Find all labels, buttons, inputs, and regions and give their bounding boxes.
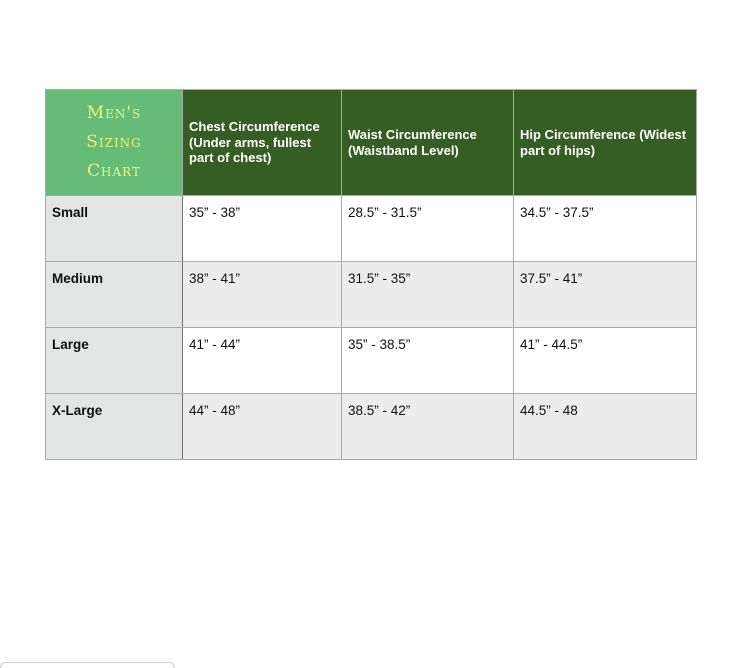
bottom-tab-edge [0,662,175,668]
header-waist: Waist Circumference (Waistband Level) [342,90,514,196]
sizing-table [45,89,697,460]
chest-value: 38” - 41” [183,262,342,328]
size-label: Small [46,196,183,262]
header-chest: Chest Circumference (Under arms, fullest part of chest) [183,90,342,196]
waist-value: 31.5” - 35” [342,262,514,328]
size-label: X-Large [46,394,183,460]
hip-value: 44.5” - 48 [514,394,697,460]
waist-value: 28.5” - 31.5” [342,196,514,262]
table-row [46,328,697,394]
waist-value: 35” - 38.5” [342,328,514,394]
hip-value: 34.5” - 37.5” [514,196,697,262]
chest-value: 35” - 38” [183,196,342,262]
size-label: Large [46,328,183,394]
waist-value: 38.5” - 42” [342,394,514,460]
header-hip: Hip Circumference (Widest part of hips) [514,90,697,196]
hip-value: 41” - 44.5” [514,328,697,394]
title-line-1: Men's [86,103,142,123]
table-row [46,394,697,460]
hip-value: 37.5” - 41” [514,262,697,328]
title-line-2: Sizing [86,132,142,152]
size-label: Medium [46,262,183,328]
table-row [46,196,697,262]
table-header-row [46,90,697,196]
table-title-cell [46,90,183,196]
table-row [46,262,697,328]
title-line-3: Chart [87,161,141,181]
chest-value: 41” - 44” [183,328,342,394]
chest-value: 44” - 48” [183,394,342,460]
